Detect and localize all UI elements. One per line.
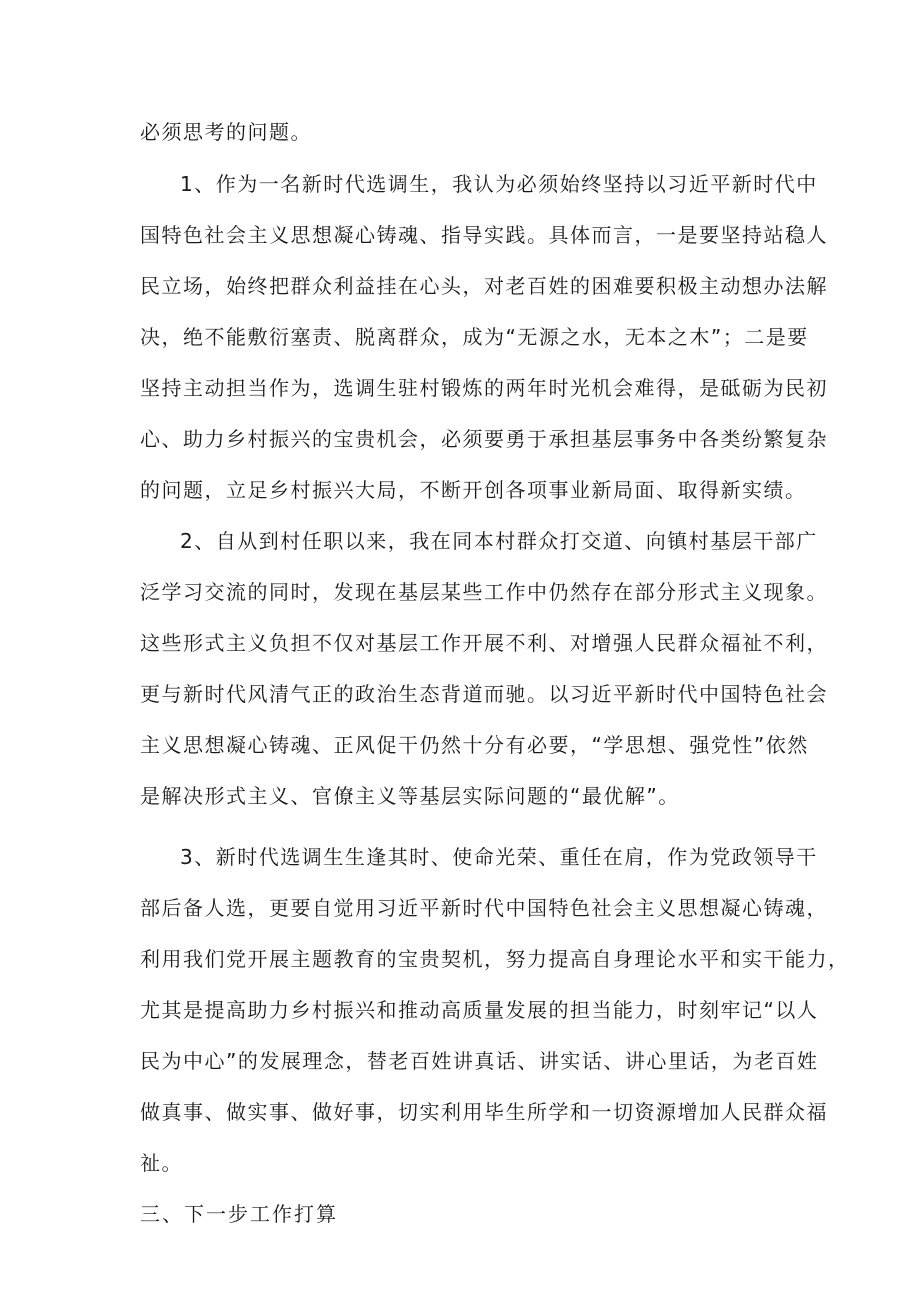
paragraph-line: 泛学习交流的同时，发现在基层某些工作中仍然存在部分形式主义现象。 [140,580,828,604]
paragraph-line: 3、新时代选调生生逢其时、使命光荣、重任在肩，作为党政领导干 [180,845,818,869]
paragraph-line: 1、作为一名新时代选调生，我认为必须始终坚持以习近平新时代中 [180,172,818,196]
paragraph-line: 国特色社会主义思想凝心铸魂、指导实践。具体而言，一是要坚持站稳人 [140,223,828,247]
paragraph-line: 民为中心”的发展理念，替老百姓讲真话、讲实话、讲心里话，为老百姓 [140,1049,819,1073]
paragraph-line: 是解决形式主义、官僚主义等基层实际问题的“最优解”。 [140,784,680,808]
paragraph-line: 利用我们党开展主题教育的宝贵契机，努力提高自身理论水平和实干能力， [140,947,850,971]
section-heading: 三、下一步工作打算 [140,1202,338,1226]
paragraph-line: 民立场，始终把群众利益挂在心头，对老百姓的困难要积极主动想办法解 [140,274,828,298]
paragraph-line: 更与新时代风清气正的政治生态背道而驰。以习近平新时代中国特色社会 [140,682,828,706]
paragraph-line: 祉。 [140,1151,183,1175]
paragraph-line: 的问题，立足乡村振兴大局，不断开创各项事业新局面、取得新实绩。 [140,478,807,502]
paragraph-line: 2、自从到村任职以来，我在同本村群众打交道、向镇村基层干部广 [180,529,818,553]
paragraph-line: 主义思想凝心铸魂、正风促干仍然十分有必要，“学思想、强党性”依然 [140,733,809,757]
paragraph-line: 心、助力乡村振兴的宝贵机会，必须要勇于承担基层事务中各类纷繁复杂 [140,427,828,451]
paragraph-line: 坚持主动担当作为，选调生驻村锻炼的两年时光机会难得，是砥砺为民初 [140,376,828,400]
paragraph-line: 做真事、做实事、做好事，切实利用毕生所学和一切资源增加人民群众福 [140,1100,828,1124]
intro-line: 必须思考的问题。 [140,120,312,144]
paragraph-line: 部后备人选，更要自觉用习近平新时代中国特色社会主义思想凝心铸魂， [140,896,828,920]
paragraph-line: 决，绝不能敷衍塞责、脱离群众，成为“无源之水，无本之木”；二是要 [140,325,809,349]
paragraph-line: 这些形式主义负担不仅对基层工作开展不利、对增强人民群众福祉不利， [140,631,828,655]
paragraph-line: 尤其是提高助力乡村振兴和推动高质量发展的担当能力，时刻牢记“以人 [140,998,819,1022]
